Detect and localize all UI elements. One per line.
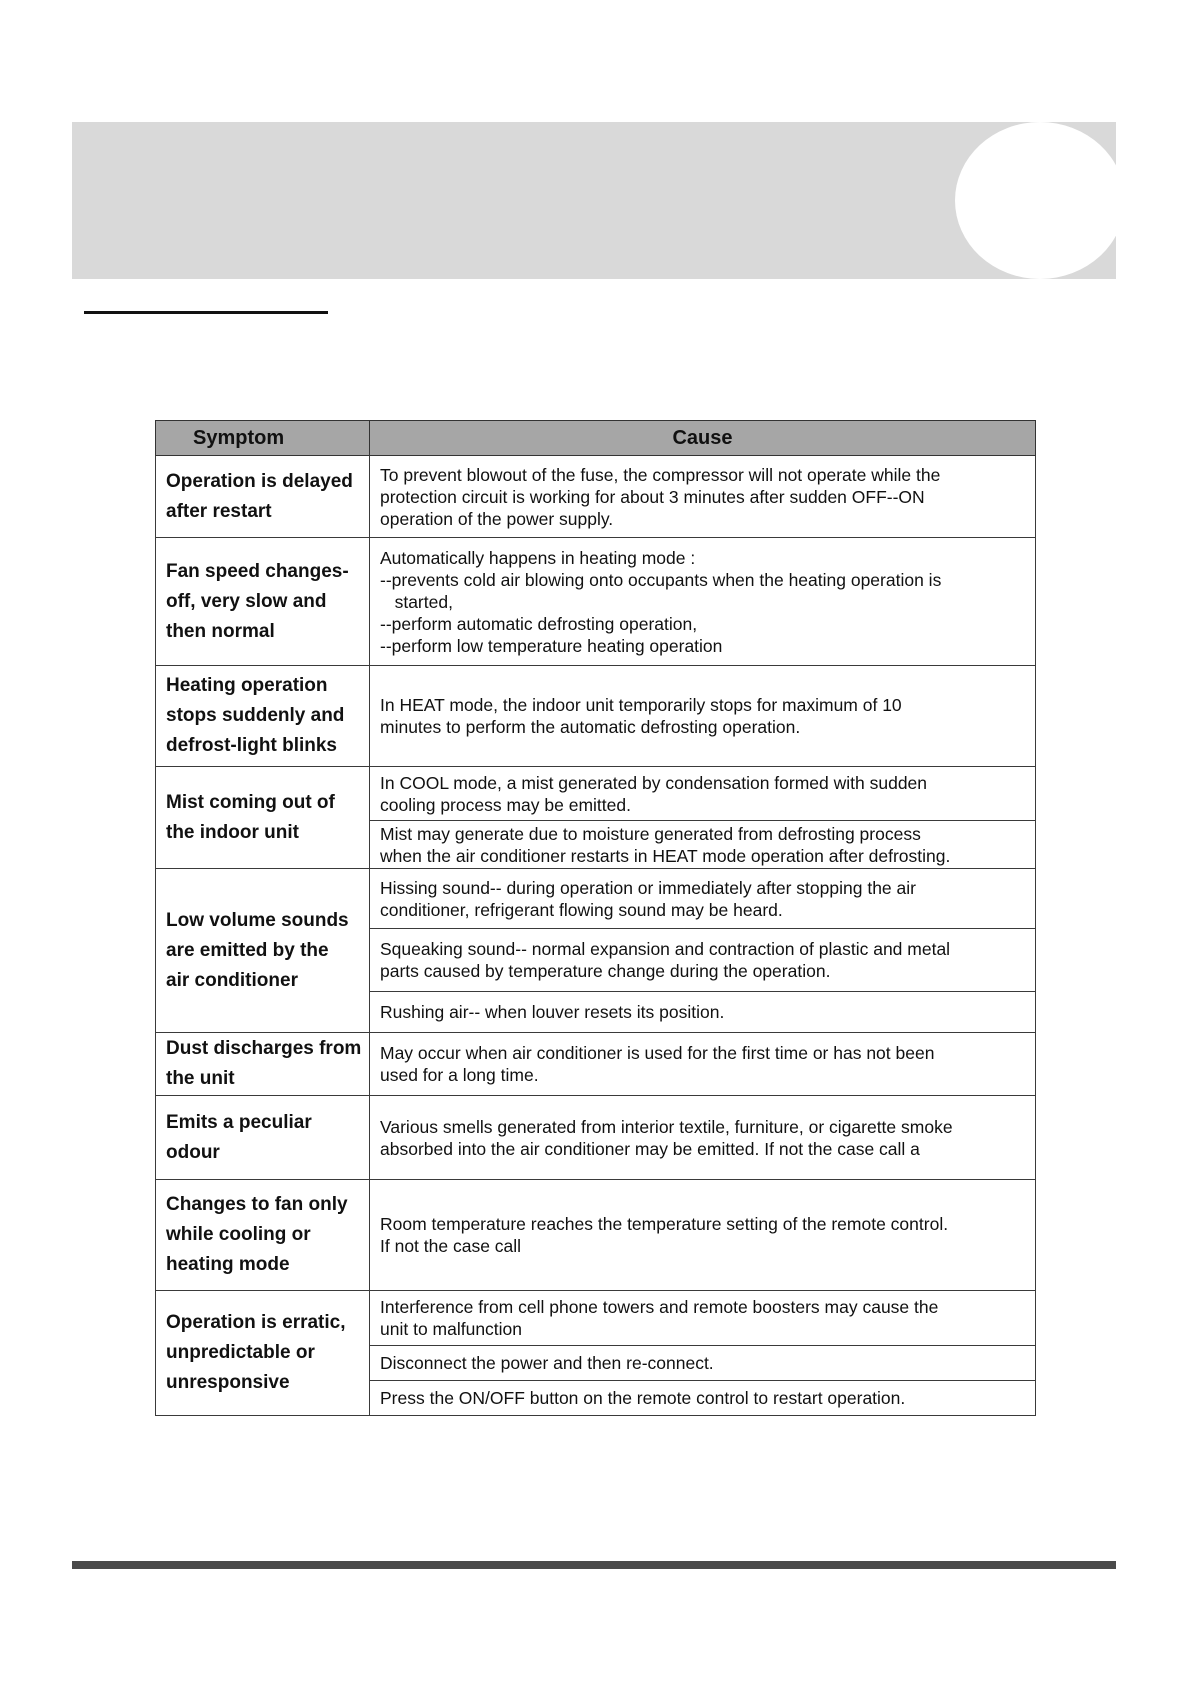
cause-cell: [370, 538, 1036, 666]
symptom-text-line: Dust discharges from: [166, 1038, 362, 1059]
symptom-cell: [156, 1180, 370, 1291]
cause-text-line: Disconnect the power and then re-connect.: [380, 1353, 714, 1373]
cause-text-line: If not the case call: [380, 1236, 522, 1256]
cause-cell: [370, 666, 1036, 767]
cause-cell: [370, 767, 1036, 821]
cause-text-line: --prevents cold air blowing onto occupants when the heating operation is: [380, 569, 942, 590]
footer-bar: [72, 1561, 1116, 1569]
cause-cell: [370, 1033, 1036, 1096]
header-band: [72, 122, 1116, 279]
cause-text-line: Mist may generate due to moisture generated from defrosting process: [380, 823, 921, 844]
header-circle-decoration: [955, 122, 1116, 279]
cause-text-line: conditioner, refrigerant flowing sound may be heard.: [380, 899, 783, 920]
cause-text-line: Interference from cell phone towers and remote boosters may cause the: [380, 1297, 939, 1317]
troubleshooting-table: [155, 420, 1036, 1416]
symptom-text-line: Operation is erratic,: [166, 1312, 346, 1333]
symptom-cell: [156, 666, 370, 767]
symptom-text-line: are emitted by the: [166, 939, 329, 961]
symptom-text-line: Mist coming out of: [166, 791, 335, 813]
symptom-cell: [156, 869, 370, 1033]
symptom-text-line: Operation is delayed: [166, 470, 353, 492]
cause-text-line: Press the ON/OFF button on the remote control to restart operation.: [380, 1388, 906, 1408]
table-row: [156, 1180, 1036, 1291]
cause-text-line: when the air conditioner restarts in HEAT mode operation after defrosting.: [380, 845, 951, 866]
cause-cell: [370, 929, 1036, 992]
cause-text-line: started,: [380, 591, 453, 612]
cause-text-line: Automatically happens in heating mode :: [380, 547, 696, 568]
symptom-text-line: the unit: [166, 1068, 235, 1089]
cause-cell: [370, 1180, 1036, 1291]
symptom-text-line: defrost-light blinks: [166, 735, 337, 756]
symptom-cell: [156, 1033, 370, 1096]
cause-text-line: Room temperature reaches the temperature setting of the remote control.: [380, 1214, 949, 1234]
symptom-text-line: then normal: [166, 620, 275, 642]
cause-text-line: --perform low temperature heating operation: [380, 635, 723, 656]
cause-cell: [370, 1291, 1036, 1346]
cause-text-line: Squeaking sound-- normal expansion and contraction of plastic and metal: [380, 939, 951, 959]
table-row: [156, 869, 1036, 929]
table-row: [156, 538, 1036, 666]
symptom-cell: [156, 1096, 370, 1180]
symptom-cell: [156, 538, 370, 666]
cause-text-line: minutes to perform the automatic defrosting operation.: [380, 717, 801, 737]
troubleshooting-table-container: [155, 420, 1035, 1416]
table-row: [156, 456, 1036, 538]
cause-text-line: Hissing sound-- during operation or immediately after stopping the air: [380, 877, 916, 898]
cause-cell: [370, 821, 1036, 869]
symptom-text-line: odour: [166, 1141, 220, 1163]
table-row: [156, 666, 1036, 767]
cause-text-line: operation of the power supply.: [380, 508, 614, 529]
cause-text-line: In COOL mode, a mist generated by condensation formed with sudden: [380, 772, 928, 793]
table-row: [156, 1096, 1036, 1180]
cause-text-line: absorbed into the air conditioner may be emitted. If not the case call a: [380, 1138, 920, 1159]
table-header-row: [156, 421, 1036, 456]
cause-text-line: May occur when air conditioner is used for the first time or has not been: [380, 1043, 935, 1063]
column-header-symptom: Symptom: [156, 421, 370, 456]
cause-cell: [370, 1096, 1036, 1180]
cause-text-line: protection circuit is working for about 3 minutes after sudden OFF--ON: [380, 486, 925, 507]
table-row: [156, 1291, 1036, 1346]
symptom-text-line: off, very slow and: [166, 590, 327, 612]
cause-text-line: parts caused by temperature change during the operation.: [380, 961, 831, 981]
symptom-text-line: Low volume sounds: [166, 909, 349, 931]
section-title-underline: [84, 311, 328, 314]
symptom-text-line: after restart: [166, 500, 272, 522]
cause-text-line: --perform automatic defrosting operation,: [380, 613, 698, 634]
cause-cell: [370, 869, 1036, 929]
table-row: [156, 1033, 1036, 1096]
cause-text-line: In HEAT mode, the indoor unit temporarily stops for maximum of 10: [380, 695, 902, 715]
cause-text-line: To prevent blowout of the fuse, the compressor will not operate while the: [380, 464, 941, 485]
symptom-text-line: Emits a peculiar: [166, 1111, 312, 1133]
symptom-text-line: Changes to fan only: [166, 1194, 348, 1215]
symptom-text-line: heating mode: [166, 1254, 290, 1275]
symptom-cell: [156, 767, 370, 869]
cause-text-line: Various smells generated from interior textile, furniture, or cigarette smoke: [380, 1116, 953, 1137]
cause-text-line: used for a long time.: [380, 1065, 539, 1085]
symptom-cell: [156, 1291, 370, 1416]
symptom-text-line: air conditioner: [166, 969, 298, 991]
table-row: [156, 767, 1036, 821]
column-header-cause: Cause: [370, 421, 1036, 456]
cause-cell: [370, 1346, 1036, 1381]
cause-cell: [370, 1381, 1036, 1416]
symptom-text-line: Fan speed changes-: [166, 560, 349, 582]
symptom-text-line: unresponsive: [166, 1372, 290, 1393]
table-body: [156, 456, 1036, 1416]
symptom-text-line: unpredictable or: [166, 1342, 315, 1363]
symptom-text-line: the indoor unit: [166, 821, 299, 843]
symptom-text-line: while cooling or: [166, 1224, 311, 1245]
cause-text-line: cooling process may be emitted.: [380, 794, 631, 815]
cause-text-line: unit to malfunction: [380, 1319, 523, 1339]
cause-cell: [370, 992, 1036, 1033]
cause-cell: [370, 456, 1036, 538]
cause-text-line: Rushing air-- when louver resets its position.: [380, 1002, 725, 1022]
symptom-text-line: Heating operation: [166, 675, 328, 696]
symptom-cell: [156, 456, 370, 538]
symptom-text-line: stops suddenly and: [166, 705, 345, 726]
